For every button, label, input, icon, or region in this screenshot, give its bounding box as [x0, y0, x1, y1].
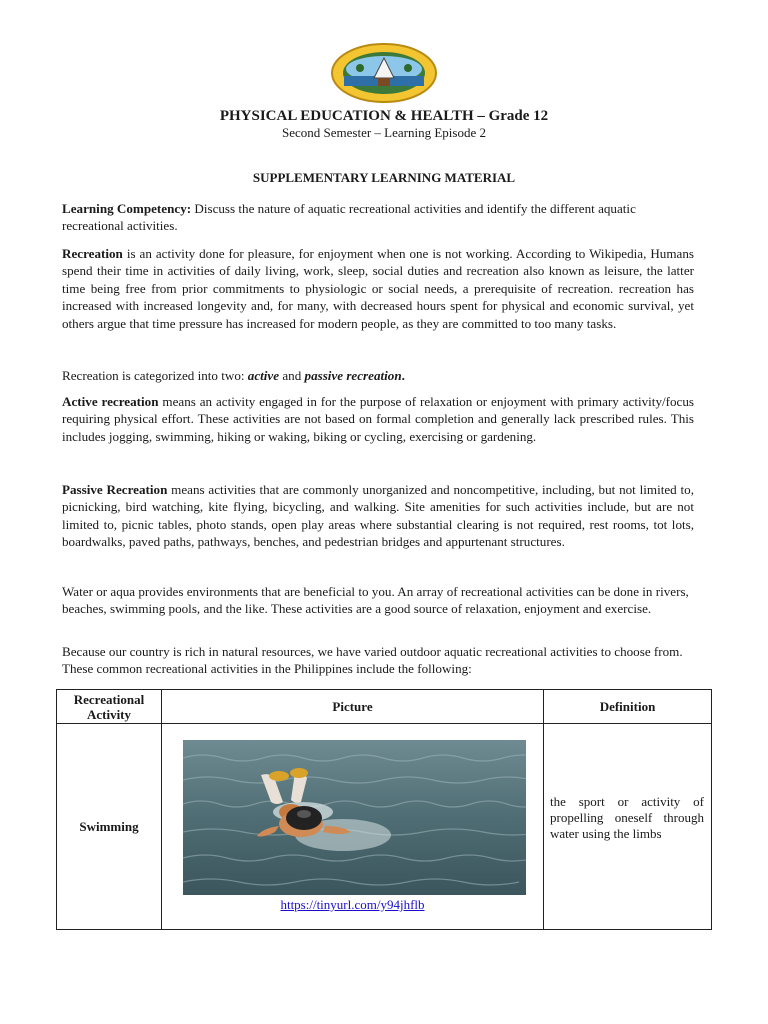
- table-divider: [161, 690, 162, 929]
- picture-source-link[interactable]: https://tinyurl.com/y94jhflb: [280, 897, 425, 912]
- competency-text: Discuss the nature of aquatic recreational activities and identify the different aquatic recreational activities.: [62, 201, 636, 234]
- activity-definition: the sport or activity of propelling oneself through water using the limbs: [550, 794, 704, 841]
- active-term: Active recreation: [62, 394, 159, 409]
- country-paragraph: Because our country is rich in natural resources, we have varied outdoor aquatic recreational activities to choose from. These common recreational activities in the Philippines include the following:: [62, 644, 683, 677]
- school-logo-icon: [330, 42, 438, 104]
- header-recreational-activity: Recreational Activity: [73, 691, 145, 722]
- passive-text: means activities that are commonly unorganized and noncompetitive, including, but not limited to, picnicking, bird watching, kite flying, bicycling, and walking. Site amenities for such activities include, but are not limited to, picnic tables, photo stands, open play areas where substantial clearing is not required, rest rooms, tot lots, boardwalks, paved paths, pathways, benches, and pedestrian bridges and appurtenant structures.: [62, 482, 694, 550]
- material-heading: SUPPLEMENTARY LEARNING MATERIAL: [252, 170, 516, 185]
- categories-active: active: [247, 368, 280, 383]
- learning-competency-paragraph: [62, 200, 694, 235]
- swimming-photo: [183, 740, 526, 895]
- recreation-paragraph: [62, 245, 694, 332]
- competency-label: Learning Competency:: [62, 201, 192, 216]
- table-divider: [543, 690, 544, 929]
- categories-intro: Recreation is categorized into two:: [62, 368, 248, 383]
- header-picture: Picture: [332, 699, 373, 714]
- active-recreation-paragraph: [62, 393, 694, 445]
- header-definition: Definition: [599, 699, 656, 714]
- document-subtitle: Second Semester – Learning Episode 2: [282, 125, 486, 140]
- activities-table: [56, 689, 712, 930]
- categories-and: and: [279, 368, 305, 383]
- passive-recreation-paragraph: [62, 481, 694, 551]
- passive-term: Passive Recreation: [62, 482, 168, 497]
- active-text: means an activity engaged in for the purpose of relaxation or enjoyment with primary activity/focus requiring physical effort. These activities are not based on formal completion and generally lack prescribed rules. This includes jogging, swimming, hiking or waking, biking or cycling, exercising or gardening.: [62, 394, 694, 444]
- recreation-text: is an activity done for pleasure, for enjoyment when one is not working. According to Wikipedia, Humans spend their time in activities of daily living, work, sleep, social duties and recreation also known as leisure, the latter time being free from prior commitments to physiologic or social needs, a prerequisite of recreation. recreation has increased with increased longevity and, for many, with decreased hours spent for physical and economic survival, yet others argue that time pressure has increased for modern people, as they are committed to too many tasks.: [62, 246, 694, 331]
- categories-paragraph: [62, 367, 694, 384]
- recreation-term: Recreation: [62, 246, 123, 261]
- categories-end: .: [401, 368, 405, 383]
- categories-passive: passive recreation: [304, 368, 402, 383]
- document-title: PHYSICAL EDUCATION & HEALTH – Grade 12: [219, 108, 549, 124]
- water-paragraph: Water or aqua provides environments that are beneficial to you. An array of recreational activities can be done in rivers, beaches, swimming pools, and the like. These activities are a good source of relaxation, enjoyment and exercise.: [62, 584, 689, 617]
- activity-name: Swimming: [79, 819, 139, 834]
